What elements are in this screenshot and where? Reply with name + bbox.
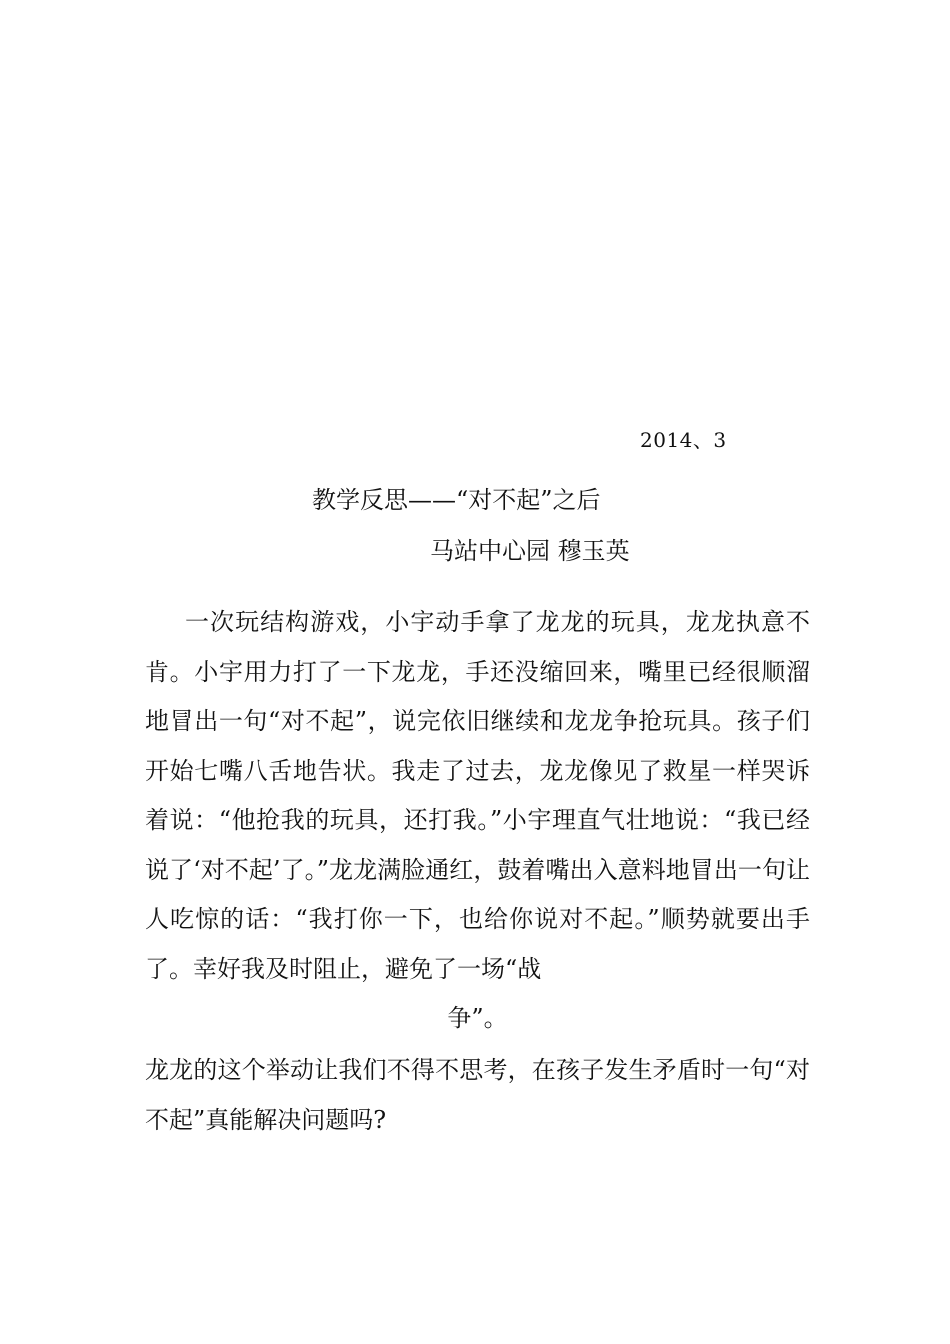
- body-paragraph-2: 龙龙的这个举动让我们不得不思考，在孩子发生矛盾时一句“对不起”真能解决问题吗?: [145, 1056, 810, 1134]
- document-date: 2014、3: [640, 428, 727, 452]
- body-paragraph-1: [145, 598, 810, 1044]
- paragraph-1-text: 一次玩结构游戏，小宇动手拿了龙龙的玩具，龙龙执意不肯。小宇用力打了一下龙龙，手还没缩回来，嘴里已经很顺溜地冒出一句“对不起”，说完依旧继续和龙龙争抢玩具。孩子们开始七嘴八舌地告状。我走了过去，龙龙像见了救星一样哭诉着说：“他抢我的玩具，还打我。”小宇理直气壮地说：“我已经说了‘对不起’了。”龙龙满脸通红，鼓着嘴出入意料地冒出一句让人吃惊的话：“我打你一下，也给你说对不起。”顺势就要出手了。幸好我及时阻止，避免了一场“战: [145, 608, 810, 983]
- document-author: 马站中心园 穆玉英: [430, 537, 630, 565]
- document-title: 教学反思——“对不起”之后: [312, 486, 601, 514]
- paragraph-1-tail: 争”。: [447, 1004, 508, 1032]
